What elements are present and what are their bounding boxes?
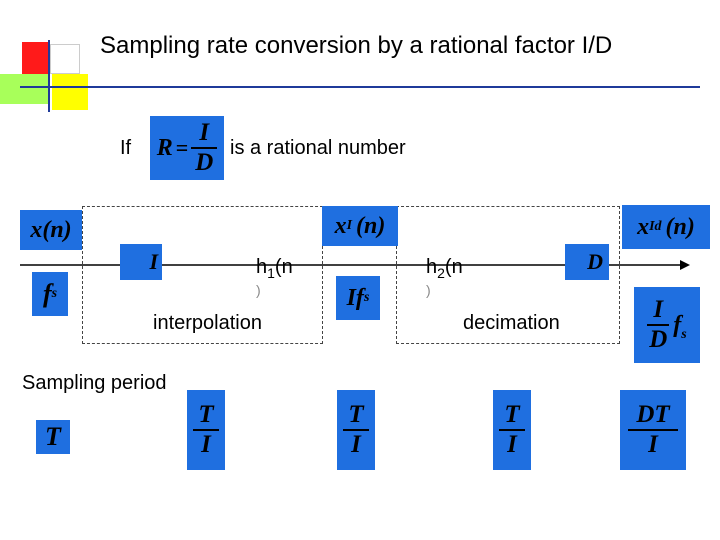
formula-eq: =: [175, 135, 189, 160]
formula-num: I: [199, 119, 210, 146]
output-rate-sub: s: [681, 327, 687, 342]
output-signal-base: x: [637, 213, 650, 240]
output-rate-num: I: [653, 296, 664, 323]
output-rate-den: D: [649, 326, 668, 353]
formula-lhs: R: [156, 134, 173, 161]
period2-den: I: [351, 431, 361, 458]
period-T-over-I-2: [337, 390, 375, 470]
mid-rate-base: If: [346, 284, 364, 311]
filter2-h: h: [426, 256, 438, 278]
period3-den: I: [507, 431, 517, 458]
output-signal-arg: (n): [665, 213, 695, 240]
period-T: [36, 420, 70, 454]
period-T-text: T: [45, 422, 61, 451]
if-label: If: [120, 137, 132, 159]
input-rate-f: f: [42, 279, 52, 308]
output-signal-sub: Id: [649, 219, 662, 234]
slide-title: Sampling rate conversion by a rational factor I/D: [100, 32, 613, 59]
rational-text: is a rational number: [230, 137, 406, 159]
filter2-suffix: (n: [444, 256, 463, 278]
formula-den: D: [195, 149, 214, 176]
downsampler-text: D: [587, 249, 603, 274]
filter2-close: ): [426, 282, 431, 298]
filter2-sub: 2: [437, 265, 445, 281]
downsampler-label: [565, 244, 609, 280]
output-rate-fraction: [647, 296, 669, 354]
period3-num: T: [504, 401, 520, 428]
period-DT-over-I: [620, 390, 686, 470]
interpolation-label: interpolation: [153, 312, 262, 334]
input-signal-text: x(n): [30, 216, 72, 243]
upsampler-text: I: [149, 249, 158, 274]
output-rate: [634, 287, 700, 363]
filter1-close: ): [256, 282, 261, 298]
input-rate-sub: s: [51, 286, 58, 301]
input-signal: [20, 210, 82, 250]
sampling-period-label: Sampling period: [22, 372, 167, 394]
output-rate-f: f: [673, 311, 682, 338]
filter1-h: h: [256, 256, 268, 278]
mid-signal: [322, 206, 398, 246]
mid-signal-base: x: [334, 212, 347, 239]
mid-rate-sub: s: [363, 290, 370, 305]
period4-den: I: [648, 431, 658, 458]
period-T-over-I-3: [493, 390, 531, 470]
input-rate: [32, 272, 68, 316]
period1-den: I: [201, 431, 211, 458]
period1-num: T: [198, 401, 214, 428]
decimation-label: decimation: [463, 312, 560, 334]
filter1-label: [256, 256, 293, 281]
mid-signal-sub: I: [346, 218, 353, 233]
output-signal: [622, 205, 710, 249]
upsampler-label: [120, 244, 162, 280]
mid-signal-arg: (n): [356, 212, 386, 239]
filter2-label: [426, 256, 463, 281]
filter1-sub: 1: [267, 265, 275, 281]
output-arrowhead: [680, 260, 690, 270]
mid-rate: [336, 276, 380, 320]
period2-num: T: [348, 401, 364, 428]
period4-num: DT: [636, 401, 670, 428]
period-T-over-I-1: [187, 390, 225, 470]
filter1-suffix: (n: [274, 256, 293, 278]
